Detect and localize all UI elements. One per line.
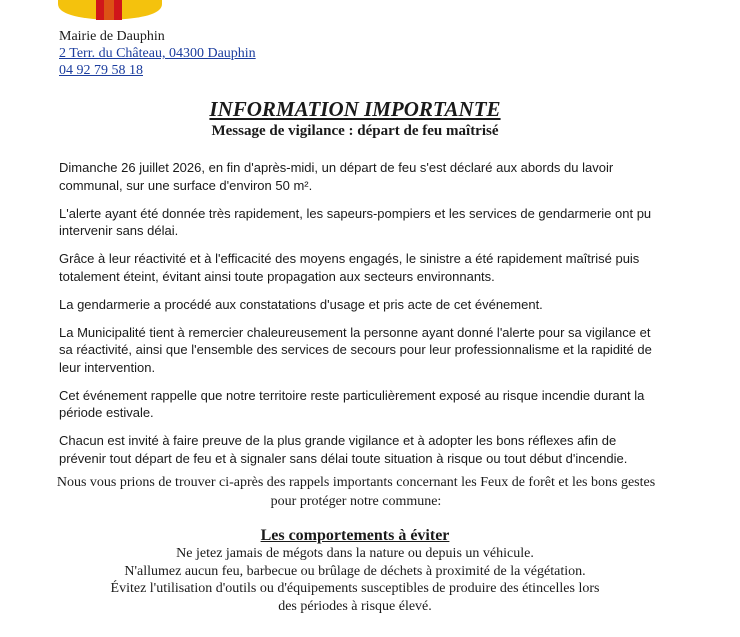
reminders-intro: Nous vous prions de trouver ci-après des rappels importants concernant les Feux de forêt et les bons gestes pour protéger notre commune: [56,475,656,509]
paragraph: L'alerte ayant été donnée très rapidement, les sapeurs-pompiers et les services de gendarmerie ont pu intervenir sans délai. [59,205,652,238]
list-item: N'allumez aucun feu, barbecue ou brûlage de déchets à proximité de la végétation. [124,563,586,579]
behaviors-list [110,545,600,615]
paragraph: Cet événement rappelle que notre territoire reste particulièrement exposé au risque incendie durant la période estivale. [59,387,645,420]
document-title: INFORMATION IMPORTANTE [209,97,501,121]
organization-name: Mairie de Dauphin [59,29,165,44]
paragraph: Chacun est invité à faire preuve de la plus grande vigilance et à adopter les bons réflexes afin de prévenir tout départ de feu et à signaler sans délai toute situation à risque ou tout début d'incendie. [59,433,628,466]
address-link[interactable]: 2 Terr. du Château, 04300 Dauphin [59,46,256,61]
message-body [59,159,659,478]
document-subtitle: Message de vigilance : départ de feu maîtrisé [211,123,499,139]
list-item: Évitez l'utilisation d'outils ou d'équipements susceptibles de produire des étincelles lors des périodes à risque élevé. [110,581,600,614]
paragraph: La gendarmerie a procédé aux constatations d'usage et pris acte de cet événement. [59,296,543,312]
paragraph: Dimanche 26 juillet 2026, en fin d'après-midi, un départ de feu s'est déclaré aux abords du lavoir communal, sur une surface d'environ 50 m². [59,160,614,193]
phone-link[interactable]: 04 92 79 58 18 [59,63,143,78]
section-title: Les comportements à éviter [260,527,450,544]
paragraph: La Municipalité tient à remercier chaleureusement la personne ayant donné l'alerte pour sa vigilance et sa réactivité, ainsi que l'ensemble des services de secours pour leur professionnalisme et la rapidité de leur intervention. [59,324,652,375]
paragraph: Grâce à leur réactivité et à l'efficacité des moyens engagés, le sinistre a été rapidement maîtrisé puis totalement éteint, évitant ainsi toute propagation aux secteurs environnants. [59,251,640,284]
municipal-coat-of-arms-logo [58,0,162,20]
letterhead [59,28,256,79]
list-item: Ne jetez jamais de mégots dans la nature ou depuis un véhicule. [176,546,534,561]
